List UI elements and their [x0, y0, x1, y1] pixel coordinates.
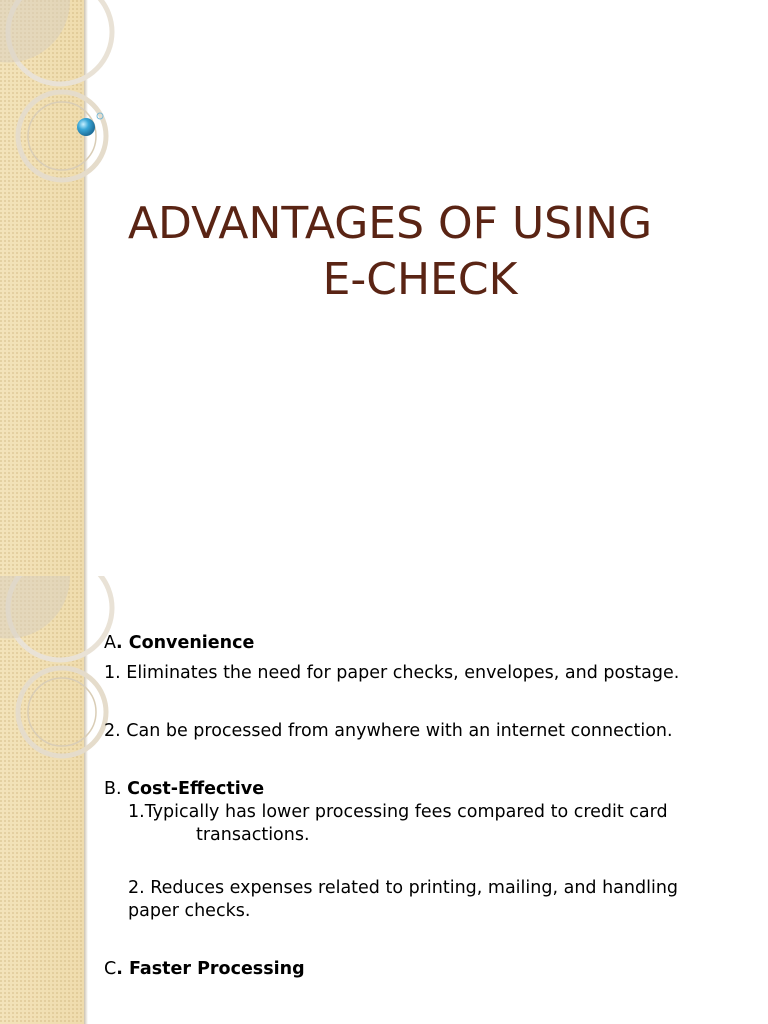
section-a-title: . Convenience	[115, 633, 255, 653]
deco-shade	[0, 576, 70, 639]
advantages-list	[104, 632, 704, 981]
section-c-letter: C	[104, 959, 117, 979]
slide-content	[0, 576, 768, 1024]
section-b-item-1-text: 1.Typically has lower processing fees compared to credit card	[128, 802, 668, 822]
deco-ring-inner	[28, 102, 96, 170]
section-a-heading	[104, 632, 704, 655]
section-a-letter: A	[104, 633, 116, 653]
section-c-title: . Faster Processing	[116, 959, 305, 979]
section-a-item-1: 1. Eliminates the need for paper checks, envelopes, and postage.	[104, 663, 680, 683]
section-b-heading	[104, 778, 704, 801]
section-c-heading	[104, 958, 704, 981]
section-b-item-1	[104, 801, 704, 847]
deco-shade	[0, 0, 70, 63]
section-b-letter: B.	[104, 779, 128, 799]
section-b-title: Cost-Effective	[127, 779, 265, 799]
bead-icon	[77, 118, 95, 136]
section-b-item-2: 2. Reduces expenses related to printing, mailing, and handling paper checks.	[128, 878, 679, 921]
title-line-2: E-CHECK	[322, 254, 518, 305]
title-line-1: ADVANTAGES OF USING	[127, 198, 653, 249]
deco-ring-bottom	[18, 92, 106, 180]
deco-ring-inner	[28, 678, 96, 746]
decorative-rings	[0, 0, 140, 220]
slide-title-text	[100, 196, 680, 308]
section-a-item-2: 2. Can be processed from anywhere with an internet connection.	[104, 721, 673, 741]
section-b-item-1-tail: transactions.	[196, 825, 310, 845]
deco-ring-bottom	[18, 668, 106, 756]
